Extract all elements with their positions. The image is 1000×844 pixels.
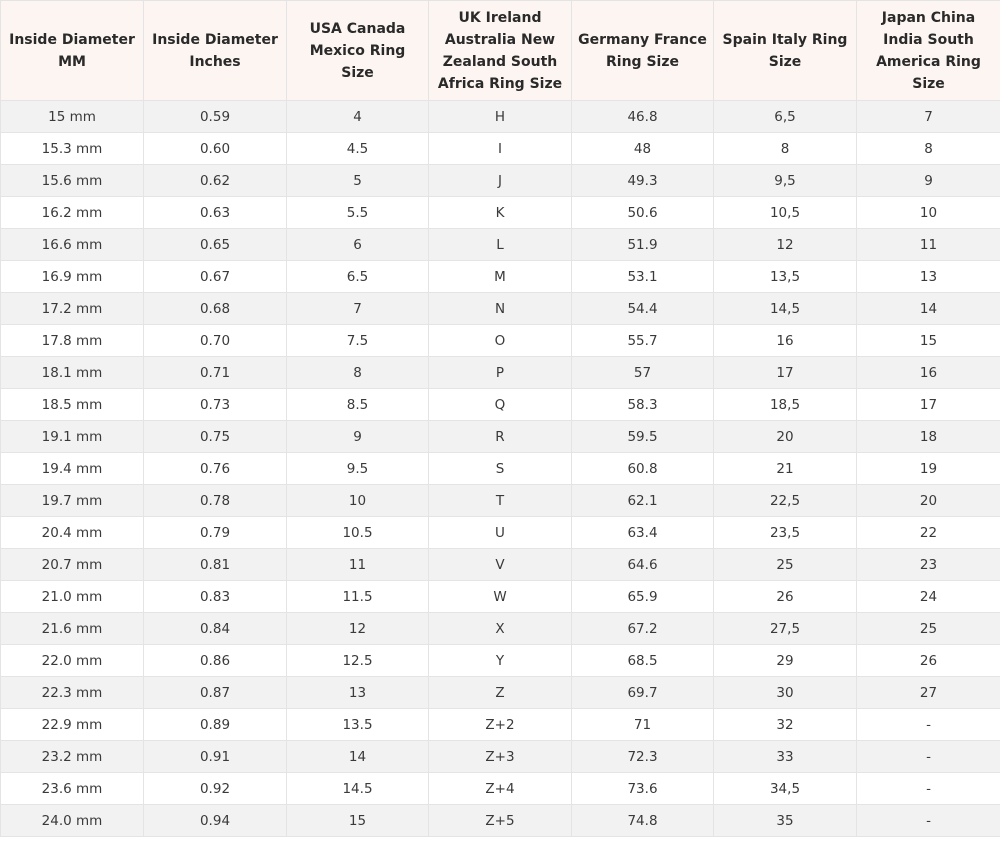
cell-de-fr-size: 71 bbox=[572, 709, 714, 741]
cell-uk-size: Q bbox=[429, 389, 572, 421]
table-row bbox=[1, 165, 1000, 197]
header-row bbox=[1, 1, 1000, 101]
cell-es-it-size: 23,5 bbox=[714, 517, 857, 549]
table-row bbox=[1, 805, 1000, 837]
cell-de-fr-size: 53.1 bbox=[572, 261, 714, 293]
table-row bbox=[1, 581, 1000, 613]
header-inside-diameter-mm: Inside Diameter MM bbox=[1, 1, 144, 101]
cell-us-size: 7.5 bbox=[287, 325, 429, 357]
cell-jp-cn-size: 14 bbox=[857, 293, 1000, 325]
cell-us-size: 10.5 bbox=[287, 517, 429, 549]
cell-diameter-mm: 24.0 mm bbox=[1, 805, 144, 837]
cell-diameter-inches: 0.87 bbox=[144, 677, 287, 709]
cell-de-fr-size: 62.1 bbox=[572, 485, 714, 517]
cell-uk-size: Z bbox=[429, 677, 572, 709]
cell-jp-cn-size: 13 bbox=[857, 261, 1000, 293]
cell-de-fr-size: 48 bbox=[572, 133, 714, 165]
cell-us-size: 15 bbox=[287, 805, 429, 837]
cell-diameter-mm: 16.2 mm bbox=[1, 197, 144, 229]
cell-diameter-mm: 20.4 mm bbox=[1, 517, 144, 549]
cell-uk-size: N bbox=[429, 293, 572, 325]
cell-de-fr-size: 72.3 bbox=[572, 741, 714, 773]
cell-jp-cn-size: 8 bbox=[857, 133, 1000, 165]
table-row bbox=[1, 645, 1000, 677]
table-row bbox=[1, 421, 1000, 453]
cell-es-it-size: 13,5 bbox=[714, 261, 857, 293]
table-body bbox=[1, 101, 1000, 837]
cell-uk-size: X bbox=[429, 613, 572, 645]
header-uk-ireland-australia: UK Ireland Australia New Zealand South Africa Ring Size bbox=[429, 1, 572, 101]
cell-diameter-inches: 0.60 bbox=[144, 133, 287, 165]
cell-us-size: 10 bbox=[287, 485, 429, 517]
cell-uk-size: H bbox=[429, 101, 572, 133]
cell-diameter-mm: 15 mm bbox=[1, 101, 144, 133]
cell-es-it-size: 6,5 bbox=[714, 101, 857, 133]
cell-uk-size: P bbox=[429, 357, 572, 389]
cell-uk-size: R bbox=[429, 421, 572, 453]
cell-jp-cn-size: 22 bbox=[857, 517, 1000, 549]
cell-es-it-size: 8 bbox=[714, 133, 857, 165]
cell-jp-cn-size: 27 bbox=[857, 677, 1000, 709]
cell-es-it-size: 10,5 bbox=[714, 197, 857, 229]
cell-de-fr-size: 50.6 bbox=[572, 197, 714, 229]
cell-diameter-mm: 22.9 mm bbox=[1, 709, 144, 741]
cell-us-size: 14 bbox=[287, 741, 429, 773]
cell-us-size: 13.5 bbox=[287, 709, 429, 741]
cell-jp-cn-size: 26 bbox=[857, 645, 1000, 677]
header-japan-china-india: Japan China India South America Ring Size bbox=[857, 1, 1000, 101]
cell-us-size: 8.5 bbox=[287, 389, 429, 421]
cell-us-size: 4 bbox=[287, 101, 429, 133]
cell-diameter-mm: 16.6 mm bbox=[1, 229, 144, 261]
cell-uk-size: O bbox=[429, 325, 572, 357]
cell-jp-cn-size: 17 bbox=[857, 389, 1000, 421]
cell-diameter-inches: 0.86 bbox=[144, 645, 287, 677]
cell-diameter-inches: 0.63 bbox=[144, 197, 287, 229]
table-row bbox=[1, 197, 1000, 229]
cell-es-it-size: 33 bbox=[714, 741, 857, 773]
cell-jp-cn-size: 15 bbox=[857, 325, 1000, 357]
cell-diameter-mm: 17.8 mm bbox=[1, 325, 144, 357]
cell-diameter-inches: 0.75 bbox=[144, 421, 287, 453]
cell-es-it-size: 14,5 bbox=[714, 293, 857, 325]
cell-diameter-inches: 0.62 bbox=[144, 165, 287, 197]
cell-us-size: 5.5 bbox=[287, 197, 429, 229]
cell-es-it-size: 18,5 bbox=[714, 389, 857, 421]
cell-jp-cn-size: - bbox=[857, 709, 1000, 741]
cell-diameter-mm: 21.0 mm bbox=[1, 581, 144, 613]
cell-es-it-size: 17 bbox=[714, 357, 857, 389]
cell-diameter-inches: 0.81 bbox=[144, 549, 287, 581]
cell-diameter-inches: 0.84 bbox=[144, 613, 287, 645]
table-row bbox=[1, 101, 1000, 133]
table-row bbox=[1, 389, 1000, 421]
table-row bbox=[1, 709, 1000, 741]
cell-jp-cn-size: - bbox=[857, 773, 1000, 805]
cell-us-size: 12.5 bbox=[287, 645, 429, 677]
table-row bbox=[1, 517, 1000, 549]
cell-uk-size: T bbox=[429, 485, 572, 517]
cell-es-it-size: 20 bbox=[714, 421, 857, 453]
cell-de-fr-size: 73.6 bbox=[572, 773, 714, 805]
cell-us-size: 14.5 bbox=[287, 773, 429, 805]
cell-jp-cn-size: 7 bbox=[857, 101, 1000, 133]
cell-es-it-size: 25 bbox=[714, 549, 857, 581]
cell-diameter-inches: 0.92 bbox=[144, 773, 287, 805]
cell-diameter-inches: 0.83 bbox=[144, 581, 287, 613]
cell-uk-size: J bbox=[429, 165, 572, 197]
cell-us-size: 11 bbox=[287, 549, 429, 581]
cell-us-size: 5 bbox=[287, 165, 429, 197]
cell-diameter-mm: 20.7 mm bbox=[1, 549, 144, 581]
table-header bbox=[1, 1, 1000, 101]
cell-diameter-mm: 19.1 mm bbox=[1, 421, 144, 453]
cell-uk-size: I bbox=[429, 133, 572, 165]
table-row bbox=[1, 357, 1000, 389]
cell-uk-size: V bbox=[429, 549, 572, 581]
cell-uk-size: M bbox=[429, 261, 572, 293]
cell-uk-size: Z+3 bbox=[429, 741, 572, 773]
cell-diameter-inches: 0.78 bbox=[144, 485, 287, 517]
cell-es-it-size: 29 bbox=[714, 645, 857, 677]
cell-diameter-mm: 15.3 mm bbox=[1, 133, 144, 165]
cell-diameter-inches: 0.79 bbox=[144, 517, 287, 549]
cell-de-fr-size: 49.3 bbox=[572, 165, 714, 197]
table-row bbox=[1, 549, 1000, 581]
cell-jp-cn-size: 20 bbox=[857, 485, 1000, 517]
cell-uk-size: W bbox=[429, 581, 572, 613]
cell-us-size: 9.5 bbox=[287, 453, 429, 485]
table-row bbox=[1, 133, 1000, 165]
cell-jp-cn-size: 25 bbox=[857, 613, 1000, 645]
cell-diameter-inches: 0.89 bbox=[144, 709, 287, 741]
table-row bbox=[1, 293, 1000, 325]
header-germany-france: Germany France Ring Size bbox=[572, 1, 714, 101]
cell-diameter-mm: 18.1 mm bbox=[1, 357, 144, 389]
cell-uk-size: L bbox=[429, 229, 572, 261]
cell-jp-cn-size: 18 bbox=[857, 421, 1000, 453]
table-row bbox=[1, 261, 1000, 293]
cell-es-it-size: 16 bbox=[714, 325, 857, 357]
cell-jp-cn-size: - bbox=[857, 741, 1000, 773]
cell-de-fr-size: 46.8 bbox=[572, 101, 714, 133]
cell-es-it-size: 35 bbox=[714, 805, 857, 837]
cell-es-it-size: 32 bbox=[714, 709, 857, 741]
cell-de-fr-size: 60.8 bbox=[572, 453, 714, 485]
cell-us-size: 6 bbox=[287, 229, 429, 261]
cell-diameter-mm: 21.6 mm bbox=[1, 613, 144, 645]
cell-de-fr-size: 51.9 bbox=[572, 229, 714, 261]
cell-jp-cn-size: 24 bbox=[857, 581, 1000, 613]
table-row bbox=[1, 325, 1000, 357]
cell-diameter-mm: 22.0 mm bbox=[1, 645, 144, 677]
cell-de-fr-size: 59.5 bbox=[572, 421, 714, 453]
cell-us-size: 11.5 bbox=[287, 581, 429, 613]
cell-us-size: 13 bbox=[287, 677, 429, 709]
cell-us-size: 4.5 bbox=[287, 133, 429, 165]
cell-jp-cn-size: 11 bbox=[857, 229, 1000, 261]
cell-uk-size: K bbox=[429, 197, 572, 229]
cell-es-it-size: 26 bbox=[714, 581, 857, 613]
cell-de-fr-size: 69.7 bbox=[572, 677, 714, 709]
cell-de-fr-size: 67.2 bbox=[572, 613, 714, 645]
cell-diameter-inches: 0.76 bbox=[144, 453, 287, 485]
cell-diameter-mm: 16.9 mm bbox=[1, 261, 144, 293]
cell-diameter-mm: 22.3 mm bbox=[1, 677, 144, 709]
cell-us-size: 9 bbox=[287, 421, 429, 453]
cell-jp-cn-size: 9 bbox=[857, 165, 1000, 197]
cell-diameter-inches: 0.73 bbox=[144, 389, 287, 421]
cell-uk-size: U bbox=[429, 517, 572, 549]
cell-diameter-inches: 0.59 bbox=[144, 101, 287, 133]
table-row bbox=[1, 613, 1000, 645]
cell-diameter-mm: 19.4 mm bbox=[1, 453, 144, 485]
cell-diameter-mm: 15.6 mm bbox=[1, 165, 144, 197]
cell-jp-cn-size: 16 bbox=[857, 357, 1000, 389]
cell-jp-cn-size: - bbox=[857, 805, 1000, 837]
cell-diameter-mm: 17.2 mm bbox=[1, 293, 144, 325]
cell-diameter-inches: 0.65 bbox=[144, 229, 287, 261]
cell-es-it-size: 21 bbox=[714, 453, 857, 485]
cell-diameter-inches: 0.71 bbox=[144, 357, 287, 389]
cell-uk-size: S bbox=[429, 453, 572, 485]
cell-de-fr-size: 54.4 bbox=[572, 293, 714, 325]
table-row bbox=[1, 485, 1000, 517]
table-row bbox=[1, 677, 1000, 709]
cell-uk-size: Y bbox=[429, 645, 572, 677]
cell-de-fr-size: 63.4 bbox=[572, 517, 714, 549]
table-row bbox=[1, 773, 1000, 805]
cell-es-it-size: 30 bbox=[714, 677, 857, 709]
cell-es-it-size: 27,5 bbox=[714, 613, 857, 645]
cell-de-fr-size: 55.7 bbox=[572, 325, 714, 357]
cell-us-size: 12 bbox=[287, 613, 429, 645]
table-row bbox=[1, 741, 1000, 773]
cell-de-fr-size: 57 bbox=[572, 357, 714, 389]
cell-de-fr-size: 68.5 bbox=[572, 645, 714, 677]
cell-diameter-mm: 19.7 mm bbox=[1, 485, 144, 517]
cell-jp-cn-size: 19 bbox=[857, 453, 1000, 485]
header-spain-italy: Spain Italy Ring Size bbox=[714, 1, 857, 101]
cell-jp-cn-size: 23 bbox=[857, 549, 1000, 581]
cell-diameter-mm: 23.6 mm bbox=[1, 773, 144, 805]
cell-diameter-inches: 0.94 bbox=[144, 805, 287, 837]
cell-uk-size: Z+2 bbox=[429, 709, 572, 741]
cell-es-it-size: 34,5 bbox=[714, 773, 857, 805]
cell-es-it-size: 9,5 bbox=[714, 165, 857, 197]
cell-us-size: 7 bbox=[287, 293, 429, 325]
table-row bbox=[1, 453, 1000, 485]
cell-diameter-inches: 0.67 bbox=[144, 261, 287, 293]
header-inside-diameter-inches: Inside Diameter Inches bbox=[144, 1, 287, 101]
cell-us-size: 8 bbox=[287, 357, 429, 389]
cell-de-fr-size: 58.3 bbox=[572, 389, 714, 421]
cell-diameter-inches: 0.91 bbox=[144, 741, 287, 773]
table-row bbox=[1, 229, 1000, 261]
cell-us-size: 6.5 bbox=[287, 261, 429, 293]
cell-diameter-inches: 0.68 bbox=[144, 293, 287, 325]
cell-es-it-size: 12 bbox=[714, 229, 857, 261]
cell-diameter-mm: 23.2 mm bbox=[1, 741, 144, 773]
cell-es-it-size: 22,5 bbox=[714, 485, 857, 517]
cell-uk-size: Z+4 bbox=[429, 773, 572, 805]
header-usa-canada-mexico: USA Canada Mexico Ring Size bbox=[287, 1, 429, 101]
cell-de-fr-size: 74.8 bbox=[572, 805, 714, 837]
cell-diameter-mm: 18.5 mm bbox=[1, 389, 144, 421]
cell-jp-cn-size: 10 bbox=[857, 197, 1000, 229]
cell-de-fr-size: 64.6 bbox=[572, 549, 714, 581]
cell-diameter-inches: 0.70 bbox=[144, 325, 287, 357]
cell-uk-size: Z+5 bbox=[429, 805, 572, 837]
cell-de-fr-size: 65.9 bbox=[572, 581, 714, 613]
